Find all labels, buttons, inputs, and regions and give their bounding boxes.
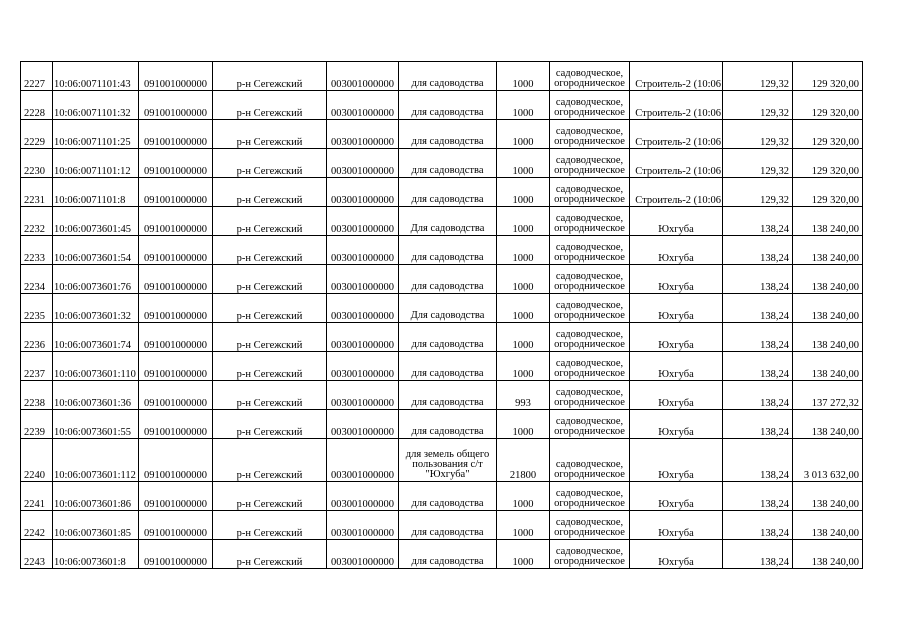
cell-row-number: 2230 [21,149,53,178]
cell-area: 1000 [497,294,550,323]
cell-row-number: 2238 [21,381,53,410]
cell-district: р-н Сегежский [213,323,327,352]
cell-location: Юхгуба [630,236,723,265]
cell-category-code: 003001000000 [327,482,399,511]
cell-area: 1000 [497,511,550,540]
cell-district: р-н Сегежский [213,120,327,149]
cell-okato-code: 091001000000 [139,207,213,236]
cell-category-code: 003001000000 [327,149,399,178]
cell-land-category: садоводческое, огородническое [550,120,630,149]
cell-location: Строитель-2 (10:06 [630,149,723,178]
cell-cadastral-value: 138 240,00 [793,294,863,323]
table-row [21,207,863,236]
cell-cadastral-value: 129 320,00 [793,91,863,120]
cell-cadastral-value: 129 320,00 [793,62,863,91]
cell-okato-code: 091001000000 [139,236,213,265]
cell-price-per-unit: 138,24 [723,540,793,569]
cell-district: р-н Сегежский [213,352,327,381]
cell-category-code: 003001000000 [327,540,399,569]
cell-area: 1000 [497,178,550,207]
cell-land-category: садоводческое, огородническое [550,540,630,569]
cell-okato-code: 091001000000 [139,540,213,569]
cell-price-per-unit: 138,24 [723,482,793,511]
cell-cadastral-number: 10:06:0073601:32 [53,294,139,323]
cell-row-number: 2239 [21,410,53,439]
cell-row-number: 2241 [21,482,53,511]
cell-permitted-use: Для садоводства [399,207,497,236]
cell-district: р-н Сегежский [213,236,327,265]
cell-category-code: 003001000000 [327,178,399,207]
cell-land-category: садоводческое, огородническое [550,482,630,511]
cell-location: Юхгуба [630,207,723,236]
cell-district: р-н Сегежский [213,439,327,482]
table-row [21,149,863,178]
cell-row-number: 2228 [21,91,53,120]
cell-area: 1000 [497,207,550,236]
table-row [21,294,863,323]
cell-land-category: садоводческое, огородническое [550,381,630,410]
cell-okato-code: 091001000000 [139,323,213,352]
cell-permitted-use: для садоводства [399,323,497,352]
cell-permitted-use: для садоводства [399,511,497,540]
cell-okato-code: 091001000000 [139,511,213,540]
cell-cadastral-value: 138 240,00 [793,511,863,540]
cell-cadastral-value: 138 240,00 [793,540,863,569]
cell-okato-code: 091001000000 [139,265,213,294]
cell-category-code: 003001000000 [327,352,399,381]
cell-location: Строитель-2 (10:06 [630,178,723,207]
cell-cadastral-number: 10:06:0071101:43 [53,62,139,91]
table-row [21,120,863,149]
cell-area: 1000 [497,91,550,120]
cell-row-number: 2237 [21,352,53,381]
cell-land-category: садоводческое, огородническое [550,62,630,91]
cell-cadastral-value: 138 240,00 [793,207,863,236]
cell-permitted-use: для садоводства [399,236,497,265]
cell-area: 21800 [497,439,550,482]
cell-cadastral-number: 10:06:0073601:76 [53,265,139,294]
cell-permitted-use: для садоводства [399,410,497,439]
cell-area: 1000 [497,482,550,511]
cell-permitted-use: для садоводства [399,178,497,207]
cell-land-category: садоводческое, огородническое [550,149,630,178]
cell-row-number: 2242 [21,511,53,540]
cell-cadastral-value: 138 240,00 [793,265,863,294]
cell-land-category: садоводческое, огородническое [550,323,630,352]
cell-cadastral-number: 10:06:0073601:54 [53,236,139,265]
cell-district: р-н Сегежский [213,511,327,540]
cell-area: 1000 [497,236,550,265]
cell-land-category: садоводческое, огородническое [550,410,630,439]
cell-okato-code: 091001000000 [139,410,213,439]
cell-cadastral-value: 129 320,00 [793,178,863,207]
table-row [21,323,863,352]
table-row [21,381,863,410]
cell-category-code: 003001000000 [327,410,399,439]
cell-land-category: садоводческое, огородническое [550,439,630,482]
cell-permitted-use: для садоводства [399,120,497,149]
cell-cadastral-number: 10:06:0071101:32 [53,91,139,120]
cell-price-per-unit: 138,24 [723,207,793,236]
cell-row-number: 2233 [21,236,53,265]
cell-location: Юхгуба [630,381,723,410]
table-row [21,511,863,540]
table-row [21,62,863,91]
cell-price-per-unit: 129,32 [723,62,793,91]
cell-row-number: 2236 [21,323,53,352]
cell-permitted-use: Для садоводства [399,294,497,323]
cell-permitted-use: для земель общего пользования с/т "Юхгуба" [399,439,497,482]
cell-price-per-unit: 129,32 [723,91,793,120]
cell-okato-code: 091001000000 [139,91,213,120]
cell-category-code: 003001000000 [327,91,399,120]
cell-okato-code: 091001000000 [139,149,213,178]
cell-cadastral-number: 10:06:0073601:85 [53,511,139,540]
cell-category-code: 003001000000 [327,381,399,410]
cell-okato-code: 091001000000 [139,439,213,482]
table-row [21,91,863,120]
cell-location: Юхгуба [630,323,723,352]
cell-district: р-н Сегежский [213,381,327,410]
land-parcels-table [20,61,863,569]
cell-permitted-use: для садоводства [399,265,497,294]
cell-cadastral-number: 10:06:0073601:36 [53,381,139,410]
cell-district: р-н Сегежский [213,149,327,178]
cell-okato-code: 091001000000 [139,381,213,410]
cell-land-category: садоводческое, огородническое [550,236,630,265]
cell-price-per-unit: 138,24 [723,352,793,381]
cell-district: р-н Сегежский [213,410,327,439]
cell-okato-code: 091001000000 [139,294,213,323]
cell-price-per-unit: 138,24 [723,381,793,410]
cell-district: р-н Сегежский [213,207,327,236]
cell-location: Строитель-2 (10:06 [630,62,723,91]
table-row [21,236,863,265]
cell-cadastral-value: 137 272,32 [793,381,863,410]
cell-permitted-use: для садоводства [399,381,497,410]
cell-row-number: 2240 [21,439,53,482]
cell-district: р-н Сегежский [213,91,327,120]
cell-location: Юхгуба [630,265,723,294]
cell-cadastral-value: 138 240,00 [793,482,863,511]
cell-price-per-unit: 129,32 [723,120,793,149]
cell-area: 1000 [497,265,550,294]
table-row [21,352,863,381]
cell-price-per-unit: 138,24 [723,323,793,352]
cell-row-number: 2235 [21,294,53,323]
table-row [21,482,863,511]
cell-location: Строитель-2 (10:06 [630,120,723,149]
cell-row-number: 2234 [21,265,53,294]
cell-okato-code: 091001000000 [139,120,213,149]
cell-location: Строитель-2 (10:06 [630,91,723,120]
cell-area: 1000 [497,410,550,439]
cell-cadastral-value: 129 320,00 [793,149,863,178]
cell-price-per-unit: 138,24 [723,265,793,294]
cell-land-category: садоводческое, огородническое [550,178,630,207]
cell-area: 1000 [497,323,550,352]
cell-location: Юхгуба [630,540,723,569]
table-row [21,540,863,569]
cell-price-per-unit: 138,24 [723,236,793,265]
cell-permitted-use: для садоводства [399,62,497,91]
cell-cadastral-value: 129 320,00 [793,120,863,149]
cell-permitted-use: для садоводства [399,540,497,569]
cell-row-number: 2243 [21,540,53,569]
cell-land-category: садоводческое, огородническое [550,207,630,236]
cell-land-category: садоводческое, огородническое [550,511,630,540]
cell-cadastral-value: 3 013 632,00 [793,439,863,482]
cell-cadastral-number: 10:06:0073601:110 [53,352,139,381]
cell-cadastral-number: 10:06:0073601:45 [53,207,139,236]
cell-location: Юхгуба [630,511,723,540]
cell-district: р-н Сегежский [213,62,327,91]
cell-okato-code: 091001000000 [139,352,213,381]
cell-row-number: 2227 [21,62,53,91]
cell-price-per-unit: 138,24 [723,439,793,482]
cell-okato-code: 091001000000 [139,62,213,91]
cell-cadastral-value: 138 240,00 [793,352,863,381]
cell-price-per-unit: 138,24 [723,410,793,439]
cell-category-code: 003001000000 [327,207,399,236]
cell-location: Юхгуба [630,482,723,511]
cell-cadastral-value: 138 240,00 [793,323,863,352]
cell-row-number: 2231 [21,178,53,207]
cell-category-code: 003001000000 [327,323,399,352]
cell-district: р-н Сегежский [213,482,327,511]
cell-cadastral-number: 10:06:0071101:12 [53,149,139,178]
cell-area: 1000 [497,62,550,91]
cell-category-code: 003001000000 [327,439,399,482]
cell-row-number: 2232 [21,207,53,236]
cell-district: р-н Сегежский [213,265,327,294]
cell-location: Юхгуба [630,294,723,323]
cell-cadastral-value: 138 240,00 [793,236,863,265]
cell-district: р-н Сегежский [213,540,327,569]
cell-cadastral-number: 10:06:0071101:8 [53,178,139,207]
cell-area: 1000 [497,120,550,149]
cell-area: 1000 [497,149,550,178]
cell-land-category: садоводческое, огородническое [550,91,630,120]
cell-cadastral-number: 10:06:0071101:25 [53,120,139,149]
cell-area: 1000 [497,540,550,569]
cell-price-per-unit: 129,32 [723,178,793,207]
cell-cadastral-number: 10:06:0073601:86 [53,482,139,511]
cell-category-code: 003001000000 [327,511,399,540]
cell-category-code: 003001000000 [327,236,399,265]
cell-cadastral-number: 10:06:0073601:8 [53,540,139,569]
cell-location: Юхгуба [630,410,723,439]
cell-permitted-use: для садоводства [399,482,497,511]
cell-row-number: 2229 [21,120,53,149]
cell-permitted-use: для садоводства [399,149,497,178]
table-row [21,178,863,207]
cell-district: р-н Сегежский [213,178,327,207]
cell-price-per-unit: 138,24 [723,294,793,323]
cell-category-code: 003001000000 [327,120,399,149]
cell-permitted-use: для садоводства [399,352,497,381]
cell-category-code: 003001000000 [327,294,399,323]
cell-price-per-unit: 129,32 [723,149,793,178]
cell-cadastral-number: 10:06:0073601:74 [53,323,139,352]
cell-cadastral-number: 10:06:0073601:112 [53,439,139,482]
cell-land-category: садоводческое, огородническое [550,352,630,381]
cell-price-per-unit: 138,24 [723,511,793,540]
cell-category-code: 003001000000 [327,265,399,294]
cell-location: Юхгуба [630,352,723,381]
cell-cadastral-number: 10:06:0073601:55 [53,410,139,439]
table-row [21,265,863,294]
cell-category-code: 003001000000 [327,62,399,91]
cell-district: р-н Сегежский [213,294,327,323]
cell-okato-code: 091001000000 [139,178,213,207]
cell-okato-code: 091001000000 [139,482,213,511]
table-row [21,439,863,482]
cell-area: 993 [497,381,550,410]
table-row [21,410,863,439]
cell-location: Юхгуба [630,439,723,482]
cell-land-category: садоводческое, огородническое [550,294,630,323]
cell-permitted-use: для садоводства [399,91,497,120]
cell-land-category: садоводческое, огородническое [550,265,630,294]
cell-area: 1000 [497,352,550,381]
cell-cadastral-value: 138 240,00 [793,410,863,439]
